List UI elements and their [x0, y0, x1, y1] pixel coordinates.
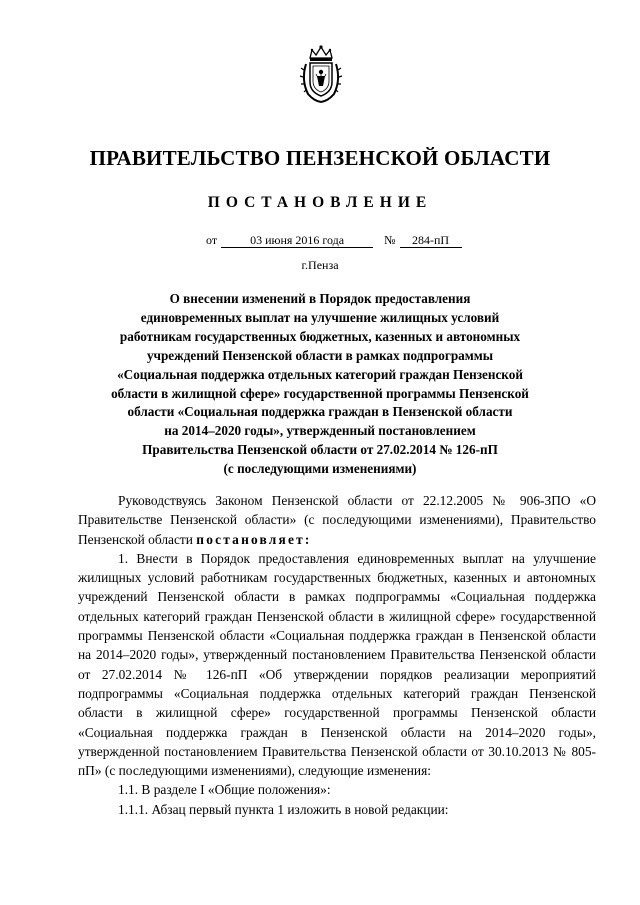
document-body — [78, 491, 596, 819]
coat-of-arms-icon — [298, 44, 344, 104]
government-title: ПРАВИТЕЛЬСТВО ПЕНЗЕНСКОЙ ОБЛАСТИ — [89, 146, 551, 170]
resolution-keyword: постановляет: — [196, 531, 312, 547]
subject-line: области «Социальная поддержка граждан в Пензенской области — [127, 404, 513, 420]
date-prefix: от — [206, 233, 218, 247]
document-subject — [60, 290, 580, 479]
document-type: ПОСТАНОВЛЕНИЕ — [207, 194, 433, 211]
date-number-line — [206, 233, 462, 248]
subject-line: Правительства Пензенской области от 27.02.2014 № 126-пП — [142, 442, 498, 458]
document-date: 03 июня 2016 года — [221, 234, 373, 248]
subject-line: (с последующими изменениями) — [223, 461, 417, 477]
paragraph-item-1: 1. Внести в Порядок предоставления единовременных выплат на улучшение жилищных условий работникам государственных бюджетных, казенных и автономных учреждений Пензенской области в рамках подпрограммы «Социальная поддержка отдельных категорий граждан Пензенской области в жилищной сфере» государственной программы Пензенской области «Социальная поддержка граждан в Пензенской области на 2014–2020 годы», утвержденный постановлением Правительства Пензенской области от 27.02.2014 № 126-пП «Об утверждении порядков реализации мероприятий подпрограммы «Социальная поддержка отдельных категорий граждан Пензенской области в жилищной сфере» государственной программы Пензенской области «Социальная поддержка граждан в Пензенской области на 2014–2020 годы», утвержденной постановлением Правительства Пензенской области от 30.10.2013 № 805-пП» (с последующими изменениями), следующие изменения: — [78, 550, 596, 779]
subject-line: единовременных выплат на улучшение жилищных условий — [140, 309, 500, 325]
subject-line: на 2014–2020 годы», утвержденный постановлением — [164, 423, 476, 439]
paragraph-item-1-1: 1.1. В разделе I «Общие положения»: — [118, 782, 331, 798]
subject-line: работникам государственных бюджетных, казенных и автономных — [119, 328, 521, 344]
subject-line: О внесении изменений в Порядок предоставления — [169, 291, 471, 306]
city-name: г.Пенза — [301, 258, 339, 272]
paragraph-item-1-1-1: 1.1.1. Абзац первый пункта 1 изложить в новой редакции: — [118, 801, 449, 817]
subject-line: «Социальная поддержка отдельных категорий граждан Пензенской — [117, 366, 523, 382]
number-prefix: № — [384, 233, 396, 247]
preamble-text: Руководствуясь Законом Пензенской области от 22.12.2005 № 906-ЗПО «О Правительстве Пензенской области» (с последующими изменениями), Правительство Пензенской области — [78, 493, 596, 547]
document-number: 284-пП — [400, 234, 462, 248]
paragraph-preamble — [78, 491, 596, 549]
subject-line: учреждений Пензенской области в рамках подпрограммы — [146, 347, 494, 363]
subject-line: области в жилищной сфере» государственной программы Пензенской — [111, 385, 529, 401]
